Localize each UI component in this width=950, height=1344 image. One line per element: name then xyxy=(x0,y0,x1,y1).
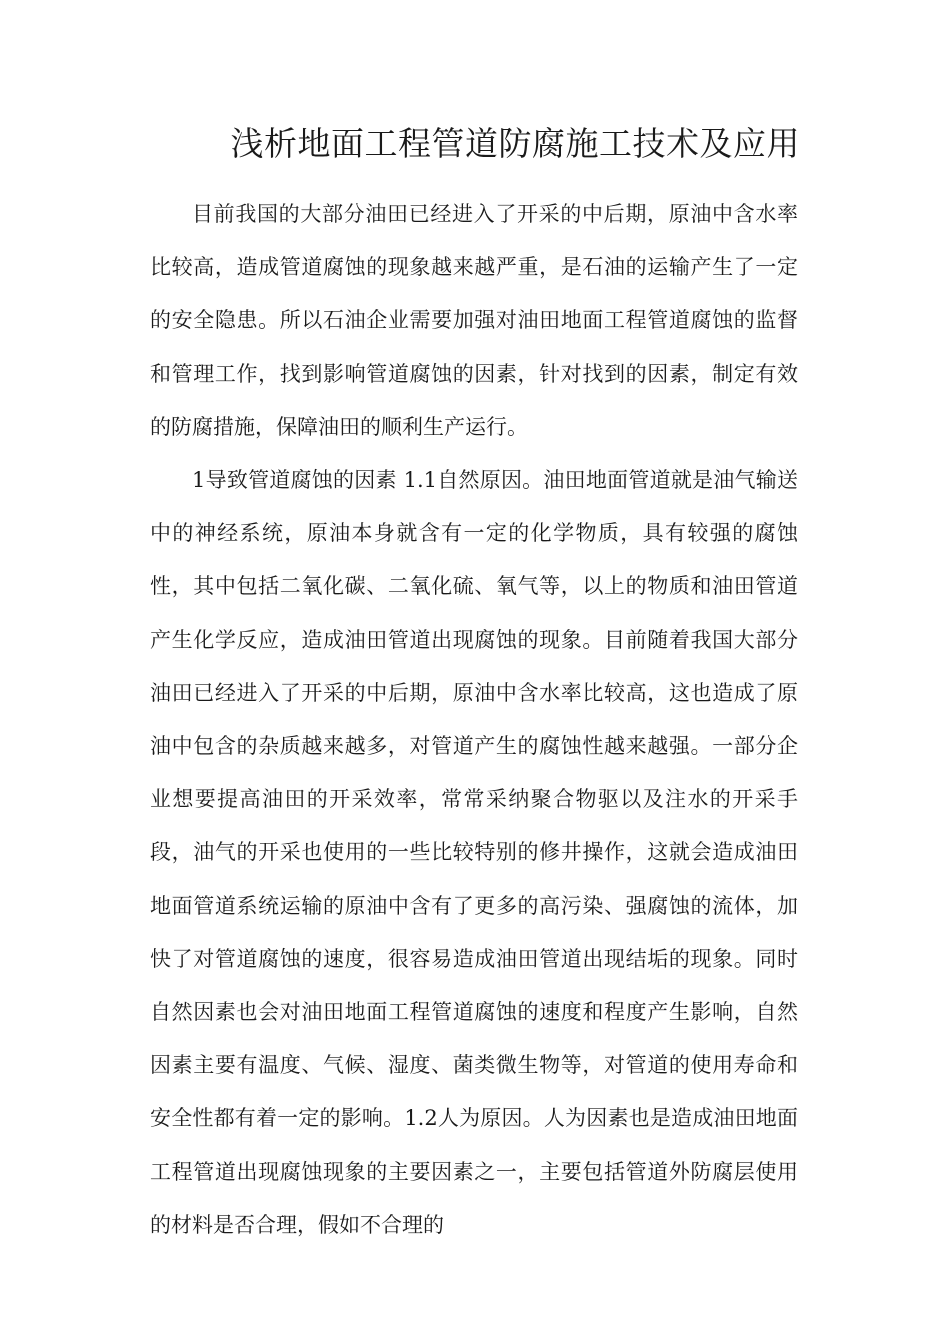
document-body xyxy=(150,188,798,1252)
paragraph-intro: 目前我国的大部分油田已经进入了开采的中后期，原油中含水率比较高，造成管道腐蚀的现象越来越严重，是石油的运输产生了一定的安全隐患。所以石油企业需要加强对油田地面工程管道腐蚀的监督和管理工作，找到影响管道腐蚀的因素，针对找到的因素，制定有效的防腐措施，保障油田的顺利生产运行。 xyxy=(150,202,798,439)
paragraph-corrosion-factors: 1导致管道腐蚀的因素 1.1自然原因。油田地面管道就是油气输送中的神经系统，原油本身就含有一定的化学物质，具有较强的腐蚀性，其中包括二氧化碳、二氧化硫、氧气等，以上的物质和油田管道产生化学反应，造成油田管道出现腐蚀的现象。目前随着我国大部分油田已经进入了开采的中后期，原油中含水率比较高，这也造成了原油中包含的杂质越来越多，对管道产生的腐蚀性越来越强。一部分企业想要提高油田的开采效率，常常采纳聚合物驱以及注水的开采手段，油气的开采也使用的一些比较特别的修井操作，这就会造成油田地面管道系统运输的原油中含有了更多的高污染、强腐蚀的流体，加快了对管道腐蚀的速度，很容易造成油田管道出现结垢的现象。同时自然因素也会对油田地面工程管道腐蚀的速度和程度产生影响，自然因素主要有温度、气候、湿度、菌类微生物等，对管道的使用寿命和安全性都有着一定的影响。1.2人为原因。人为因素也是造成油田地面工程管道出现腐蚀现象的主要因素之一，主要包括管道外防腐层使用的材料是否合理，假如不合理的 xyxy=(150,468,798,1237)
document-title: 浅析地面工程管道防腐施工技术及应用 xyxy=(230,124,800,163)
